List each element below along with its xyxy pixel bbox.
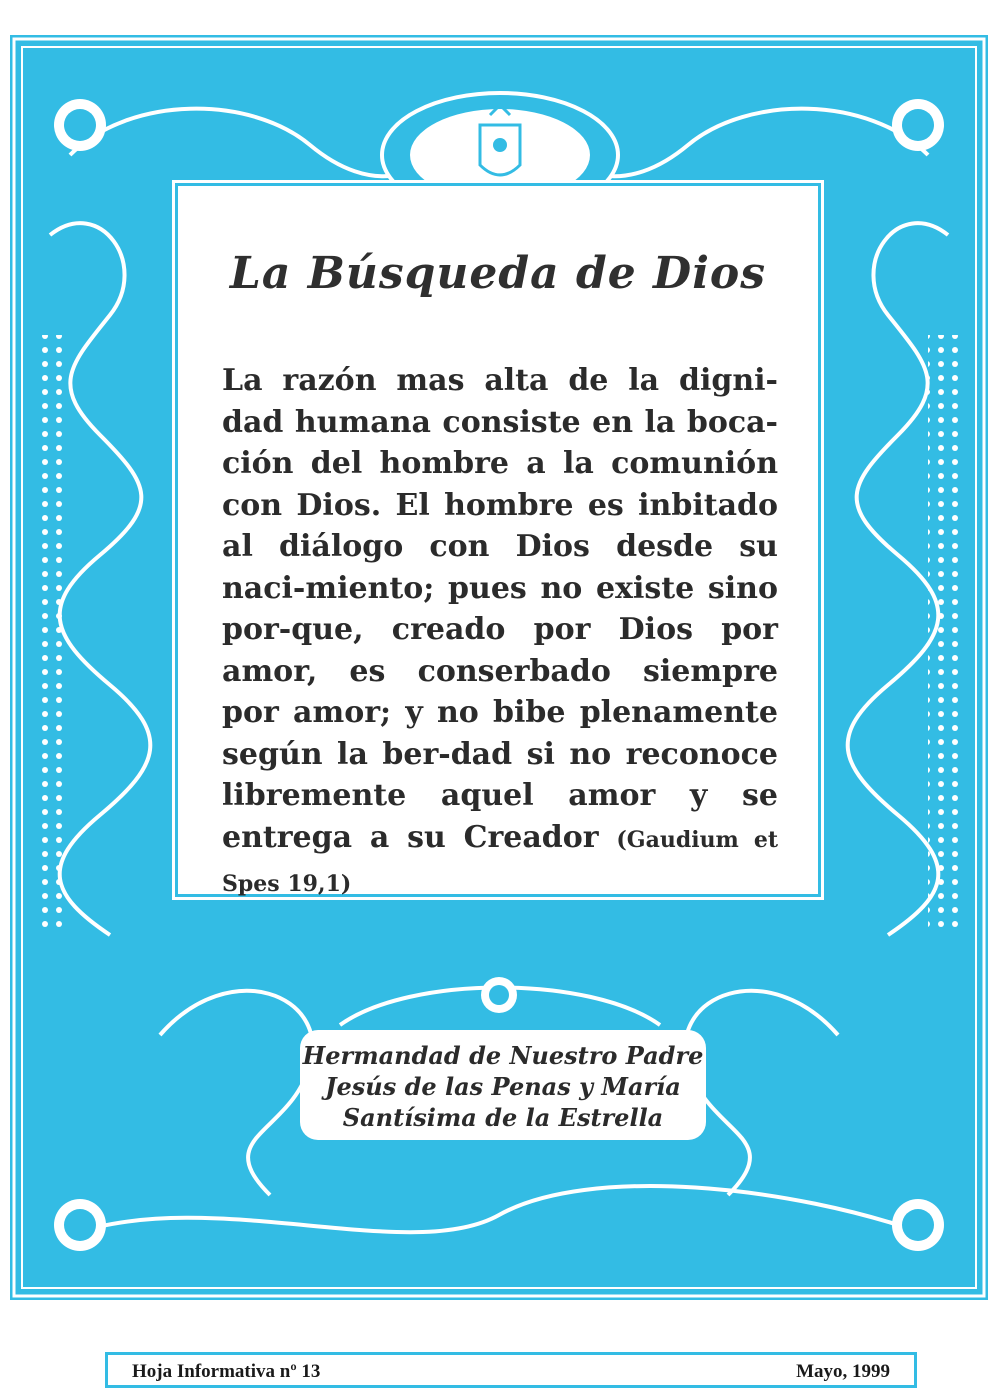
brotherhood-line-3: Santísima de la Estrella	[342, 1103, 664, 1132]
brotherhood-name	[300, 1040, 706, 1133]
text-panel	[182, 190, 814, 897]
quote-body: La razón mas alta de la digni-dad humana consiste en la boca-ción del hombre a la comunión con Dios. El hombre es inbitado al diálogo con Dios desde su naci-miento; pues no existe sino por-que, creado por Dios por amor, es conserbado siempre por amor; y no bibe plenamente según la ber-dad si no reconoce libremente aquel amor y se entrega a su Creador	[222, 363, 778, 855]
page-title: La Búsqueda de Dios	[229, 248, 767, 299]
footer-bar	[105, 1352, 917, 1388]
quote-citation: (Gaudium et Spes 19,1)	[222, 826, 778, 897]
quote-text	[222, 360, 778, 906]
footer-issue: Hoja Informativa nº 13	[132, 1361, 321, 1382]
brotherhood-line-1: Hermandad de Nuestro Padre	[302, 1041, 704, 1070]
brotherhood-line-2: Jesús de las Penas y María	[325, 1072, 681, 1101]
footer-date: Mayo, 1999	[796, 1361, 890, 1382]
brotherhood-panel	[300, 1030, 706, 1140]
